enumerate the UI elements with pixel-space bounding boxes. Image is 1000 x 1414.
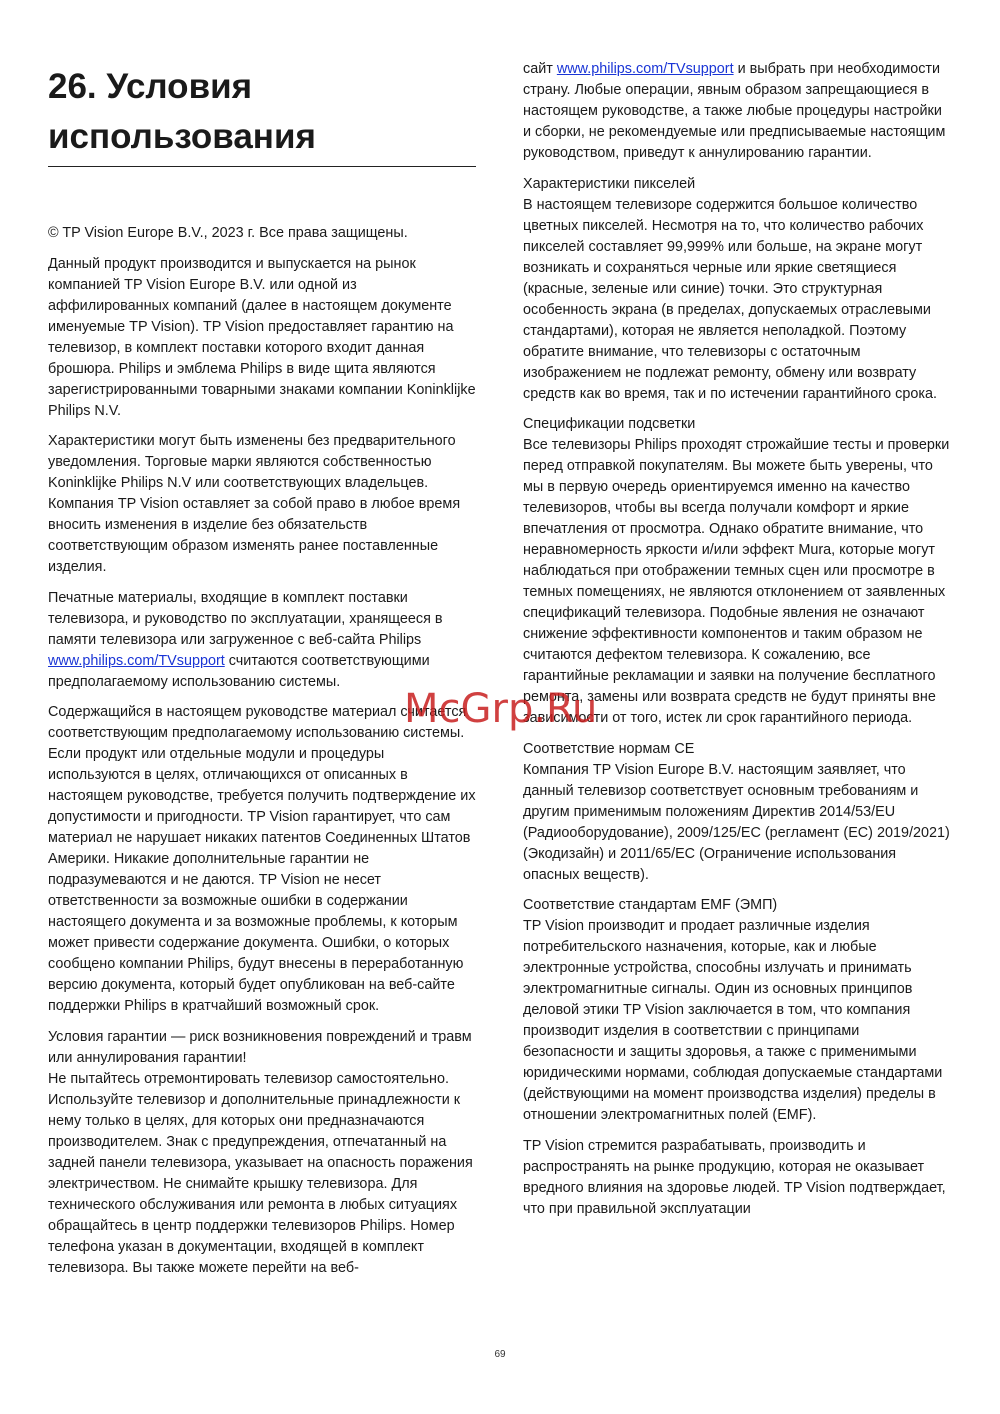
pixel-heading: Характеристики пикселей	[523, 175, 696, 192]
backlight-text: Все телевизоры Philips проходят строжайшие тесты и проверки перед отправкой покупателям. Вы можете быть уверены, что мы в первую очередь ориентируемся именно на качество телевизоров, чтобы вы всегда получали комфорт и яркие впечатления от просмотра. Однако обратите внимание, что неравномерность яркости и/или эффект Mura, которые могут наблюдаться при отображении темных сцен или просмотре в темных помещениях, не являются отклонением от заявленных спецификаций телевизора. Подобные явления не означают снижение эффективности компонентов и таким образом не считаются дефектом телевизора. К сожалению, все гарантийные рекламации и заявки на получение бесплатного ремонта, замены или возврата средств не будут приняты вне зависимости от того, истек ли срок гарантийного периода.	[523, 437, 950, 726]
backlight-section	[523, 414, 953, 729]
backlight-heading: Спецификации подсветки	[523, 416, 696, 432]
warranty-heading-line: Условия гарантии — риск возникновения повреждений и травм или аннулирования гарантии!	[48, 1028, 472, 1066]
pixel-section	[523, 174, 953, 405]
support-link[interactable]: www.philips.com/TVsupport	[48, 652, 225, 669]
warranty-continued-text-2: и выбрать при необходимости страну. Любые операции, явным образом запрещающиеся в настоящем руководстве, а также любые процедуры настройки и сборки, не рекомендуемые или предписываемые настоящим руководством, приведут к аннулированию гарантии.	[523, 61, 946, 161]
specifications-paragraph: Характеристики могут быть изменены без предварительного уведомления. Торговые марки являются собственностью Koninklijke Philips N.V или соответствующих владельцев. Компания TP Vision оставляет за собой право в любое время вносить изменения в изделие без обязательств соответствующим образом изменять ранее поставленные изделия.	[48, 433, 461, 575]
emf-text: TP Vision производит и продает различные изделия потребительского назначения, которые, как и любые электронные устройства, способны излучать и принимать электромагнитные сигналы. Один из основных принципов деловой этики TP Vision заключается в том, что компания производит изделия в соответствии с принципами безопасности и защиты здоровья, а также с применимыми юридическими нормами, соблюдая допускаемые стандартами (действующими на момент производства изделия) пределы в отношении электромагнитных полей (EMF).	[523, 918, 943, 1123]
warranty-continued-text-1: сайт	[523, 61, 557, 77]
copyright-paragraph: © TP Vision Europe B.V., 2023 г. Все права защищены.	[48, 225, 408, 241]
warranty-text: Не пытайтесь отремонтировать телевизор самостоятельно. Используйте телевизор и дополнительные принадлежности к нему только в целях, для которых они предназначаются производителем. Знак с предупреждения, отпечатанный на задней панели телевизора, указывает на опасность поражения электричеством. Не снимайте крышку телевизора. Для технического обслуживания или ремонта в любых ситуациях обращайтесь в центр поддержки телевизоров Philips. Номер телефона указан в документации, входящей в комплект телевизора. Вы также можете перейти на веб-	[48, 1070, 473, 1276]
page-title: 26. Условия использования	[48, 62, 476, 167]
emf-heading: Соответствие стандартам EMF (ЭМП)	[523, 897, 778, 913]
manufacturer-paragraph: Данный продукт производится и выпускается на рынок компанией TP Vision Europe B.V. или одной из аффилированных компаний (далее в настоящем документе именуемые TP Vision). TP Vision предоставляет гарантию на телевизор, в комплект поставки которого входит данная брошюра. Philips и эмблема Philips в виде щита являются зарегистрированными товарными знаками компании Koninklijke Philips N.V.	[48, 255, 476, 419]
support-link-2[interactable]: www.philips.com/TVsupport	[556, 61, 734, 77]
right-column-body	[523, 59, 953, 1229]
ce-section	[523, 739, 953, 886]
page-number: 69	[494, 1349, 506, 1360]
ce-text: Компания TP Vision Europe B.V. настоящим заявляет, что данный телевизор соответствует основным требованиям и другим применимым положениям Директив 2014/53/EU (Радиооборудование), 2009/125/EC (регламент (EC) 2019/2021) (Экодизайн) и 2011/65/EC (Ограничение использования опасных веществ).	[523, 761, 950, 883]
left-column-body	[48, 223, 476, 1288]
ce-heading: Соответствие нормам CE	[523, 740, 695, 757]
emf-section	[523, 895, 953, 1126]
warranty-continued-paragraph	[523, 59, 953, 164]
warranty-paragraph	[48, 1027, 476, 1279]
watermark: McGrp.Ru	[404, 686, 598, 732]
printed-materials-text-1: Печатные материалы, входящие в комплект поставки телевизора, и руководство по эксплуатации, хранящееся в памяти телевизора или загруженное с веб-сайта Philips	[48, 589, 443, 648]
printed-materials-paragraph	[48, 588, 476, 693]
pixel-text: В настоящем телевизоре содержится большое количество цветных пикселей. Несмотря на то, что количество рабочих пикселей составляет 99,999% или больше, на экране могут возникать и сохраняться черные или яркие светящиеся (красные, зеленые или синие) точки. Это структурная особенность экрана (в пределах, допускаемых отраслевыми стандартами), которая не является неполадкой. Поэтому обратите внимание, что телевизоры с остаточным изображением не подлежат ремонту, обмену или возврату средств как во время, так и по истечении гарантийного срока.	[523, 196, 937, 402]
printed-materials-text-2: считаются соответствующими предполагаемому использованию системы.	[48, 652, 430, 690]
material-paragraph: Содержащийся в настоящем руководстве материал считается соответствующим предполагаемому использованию системы. Если продукт или отдельные модули и процедуры используются в целях, отличающихся от описанных в настоящем руководстве, требуется получить подтверждение их допустимости и пригодности. TP Vision гарантирует, что сам материал не нарушает никаких патентов Соединенных Штатов Америки. Никакие дополнительные гарантии не подразумеваются и не даются. TP Vision не несет ответственности за возможные ошибки в содержании настоящего документа и за возможные проблемы, к которым может привести содержание документа. Ошибки, о которых сообщено компании Philips, будут внесены в переработанную версию документа, который будет опубликован на веб-сайте поддержки Philips в кратчайший возможный срок.	[48, 704, 476, 1014]
health-paragraph: TP Vision стремится разрабатывать, производить и распространять на рынке продукцию, которая не оказывает вредного влияния на здоровье людей. TP Vision подтверждает, что при правильной эксплуатации	[523, 1137, 946, 1217]
